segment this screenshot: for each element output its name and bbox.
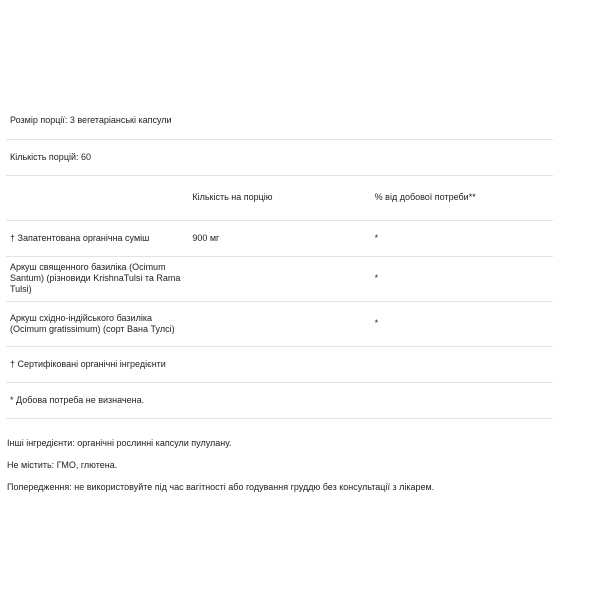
other-ingredients: Інші інгредієнти: органічні рослинні капсули пулулану. [7, 438, 232, 448]
ingredient-name: † Запатентована органічна суміш [6, 220, 188, 256]
table-header-row [6, 175, 553, 220]
warning: Попередження: не використовуйте під час вагітності або годування груддю без консультації з лікарем. [7, 482, 435, 492]
free-from: Не містить: ГМО, глютена. [7, 460, 118, 470]
ingredient-name: Аркуш східно-індійського базиліка (Ocimum gratissimum) (сорт Вана Тулсі) [6, 301, 188, 346]
ingredient-daily-value: * [371, 301, 553, 346]
header-amount: Кількість на порцію [188, 175, 370, 220]
ingredient-name: Аркуш священного базиліка (Ocimum Santum) (різновиди KrishnaTulsi та Rama Tulsi) [6, 256, 188, 301]
supplement-facts-table [6, 103, 553, 419]
footnote-organic: † Сертифіковані органічні інгредієнти [6, 346, 553, 382]
servings-count-row [6, 139, 553, 175]
servings-count: Кількість порцій: 60 [6, 139, 553, 175]
table-row [6, 301, 553, 346]
footnote-row [6, 346, 553, 382]
ingredient-amount [188, 256, 370, 301]
ingredient-daily-value: * [371, 220, 553, 256]
ingredient-amount: 900 мг [188, 220, 370, 256]
header-daily-value: % від добової потреби** [371, 175, 553, 220]
footnote-daily-value: * Добова потреба не визначена. [6, 382, 553, 418]
table-row [6, 220, 553, 256]
ingredient-daily-value: * [371, 256, 553, 301]
product-notes [7, 438, 567, 493]
ingredient-amount [188, 301, 370, 346]
footnote-row [6, 382, 553, 418]
serving-size-row [6, 103, 553, 139]
serving-size: Розмір порції: 3 вегетаріанські капсули [6, 103, 553, 139]
header-name-cell [6, 175, 188, 220]
table-row [6, 256, 553, 301]
